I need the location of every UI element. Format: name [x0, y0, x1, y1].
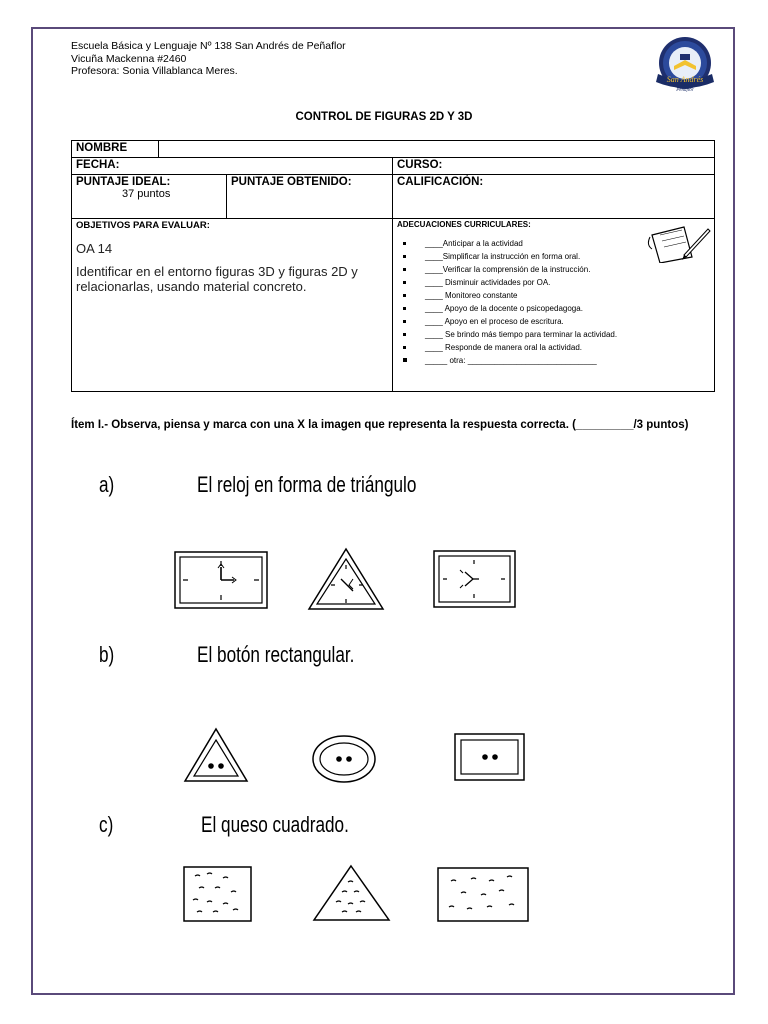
- oa-description: Identificar en el entorno figuras 3D y figuras 2D y relacionarlas, usando material concreto.: [76, 264, 358, 294]
- puntaje-obtenido-field[interactable]: [227, 175, 393, 219]
- objetivos-cell: [72, 219, 393, 392]
- student-info-table: [71, 140, 715, 392]
- rectangle-cheese-option[interactable]: [437, 867, 529, 922]
- adecuacion-item[interactable]: ____ Apoyo en el proceso de escritura.: [425, 315, 710, 328]
- oval-button-option[interactable]: [311, 734, 377, 784]
- puntaje-ideal-value: 37 puntos: [122, 188, 171, 200]
- question-a-letter: a): [99, 472, 115, 497]
- square-clock-option[interactable]: [433, 550, 516, 608]
- curso-field[interactable]: [393, 158, 715, 175]
- adecuacion-item[interactable]: ____Simplificar la instrucción en forma oral.: [425, 250, 710, 263]
- adecuacion-item[interactable]: ____ Disminuir actividades por OA.: [425, 276, 710, 289]
- adecuacion-item[interactable]: ____ Apoyo de la docente o psicopedagoga.: [425, 302, 710, 315]
- question-b-letter: b): [99, 642, 115, 667]
- adecuaciones-title: ADECUACIONES CURRICULARES:: [397, 220, 531, 229]
- square-cheese-option[interactable]: [183, 866, 252, 922]
- school-logo: [652, 36, 718, 94]
- nombre-field[interactable]: [159, 141, 715, 158]
- calificacion-field[interactable]: [393, 175, 715, 219]
- adecuacion-item[interactable]: ____ Se brindo más tiempo para terminar la actividad.: [425, 328, 710, 341]
- question-b-text: El botón rectangular.: [197, 642, 355, 667]
- fecha-label: FECHA:: [76, 159, 120, 171]
- rectangle-clock-option[interactable]: [174, 551, 268, 609]
- adecuaciones-cell: [393, 219, 715, 392]
- adecuacion-item[interactable]: ____ Monitoreo constante: [425, 289, 710, 302]
- fecha-field[interactable]: [72, 158, 393, 175]
- question-c-letter: c): [99, 812, 114, 837]
- adecuacion-item[interactable]: ____ Responde de manera oral la actividad.: [425, 341, 710, 354]
- school-address: Vicuña Mackenna #2460: [71, 52, 187, 65]
- triangle-clock-option[interactable]: [307, 547, 385, 611]
- page-title: CONTROL DE FIGURAS 2D Y 3D: [295, 111, 473, 123]
- logo-sub: Peñaflor: [676, 88, 694, 93]
- adecuacion-item-otra[interactable]: _____ otra: _____________________________: [425, 354, 710, 367]
- calificacion-label: CALIFICACIÒN:: [397, 176, 484, 188]
- question-a-text: El reloj en forma de triángulo: [197, 472, 417, 497]
- triangle-button-option[interactable]: [183, 727, 249, 783]
- nombre-label: NOMBRE: [72, 141, 159, 158]
- teacher-name: Profesora: Sonia Villablanca Meres.: [71, 65, 238, 77]
- oa-code: OA 14: [76, 241, 113, 256]
- curso-label: CURSO:: [397, 159, 443, 171]
- puntaje-ideal-cell: [72, 175, 227, 219]
- item-instruction: Ítem I.- Observa, piensa y marca con una X la imagen que representa la respuesta correcta. (_________/3 puntos): [71, 419, 689, 431]
- adecuacion-item[interactable]: ____Anticipar a la actividad: [425, 237, 710, 250]
- question-c-text: El queso cuadrado.: [201, 812, 349, 837]
- notepad-pen-icon: [646, 221, 712, 263]
- adecuacion-item[interactable]: ____Verificar la comprensión de la instrucción.: [425, 263, 710, 276]
- logo-name: San Andrés: [666, 75, 704, 84]
- puntaje-obtenido-label: PUNTAJE OBTENIDO:: [231, 176, 352, 188]
- triangle-cheese-option[interactable]: [312, 864, 391, 922]
- school-header: [71, 40, 346, 78]
- objetivos-title: OBJETIVOS PARA EVALUAR:: [76, 220, 210, 231]
- puntaje-ideal-label: PUNTAJE IDEAL:: [76, 176, 171, 188]
- rectangle-button-option[interactable]: [454, 733, 525, 781]
- school-name: Escuela Básica y Lenguaje Nº 138 San Andrés de Peñaflor: [71, 40, 346, 52]
